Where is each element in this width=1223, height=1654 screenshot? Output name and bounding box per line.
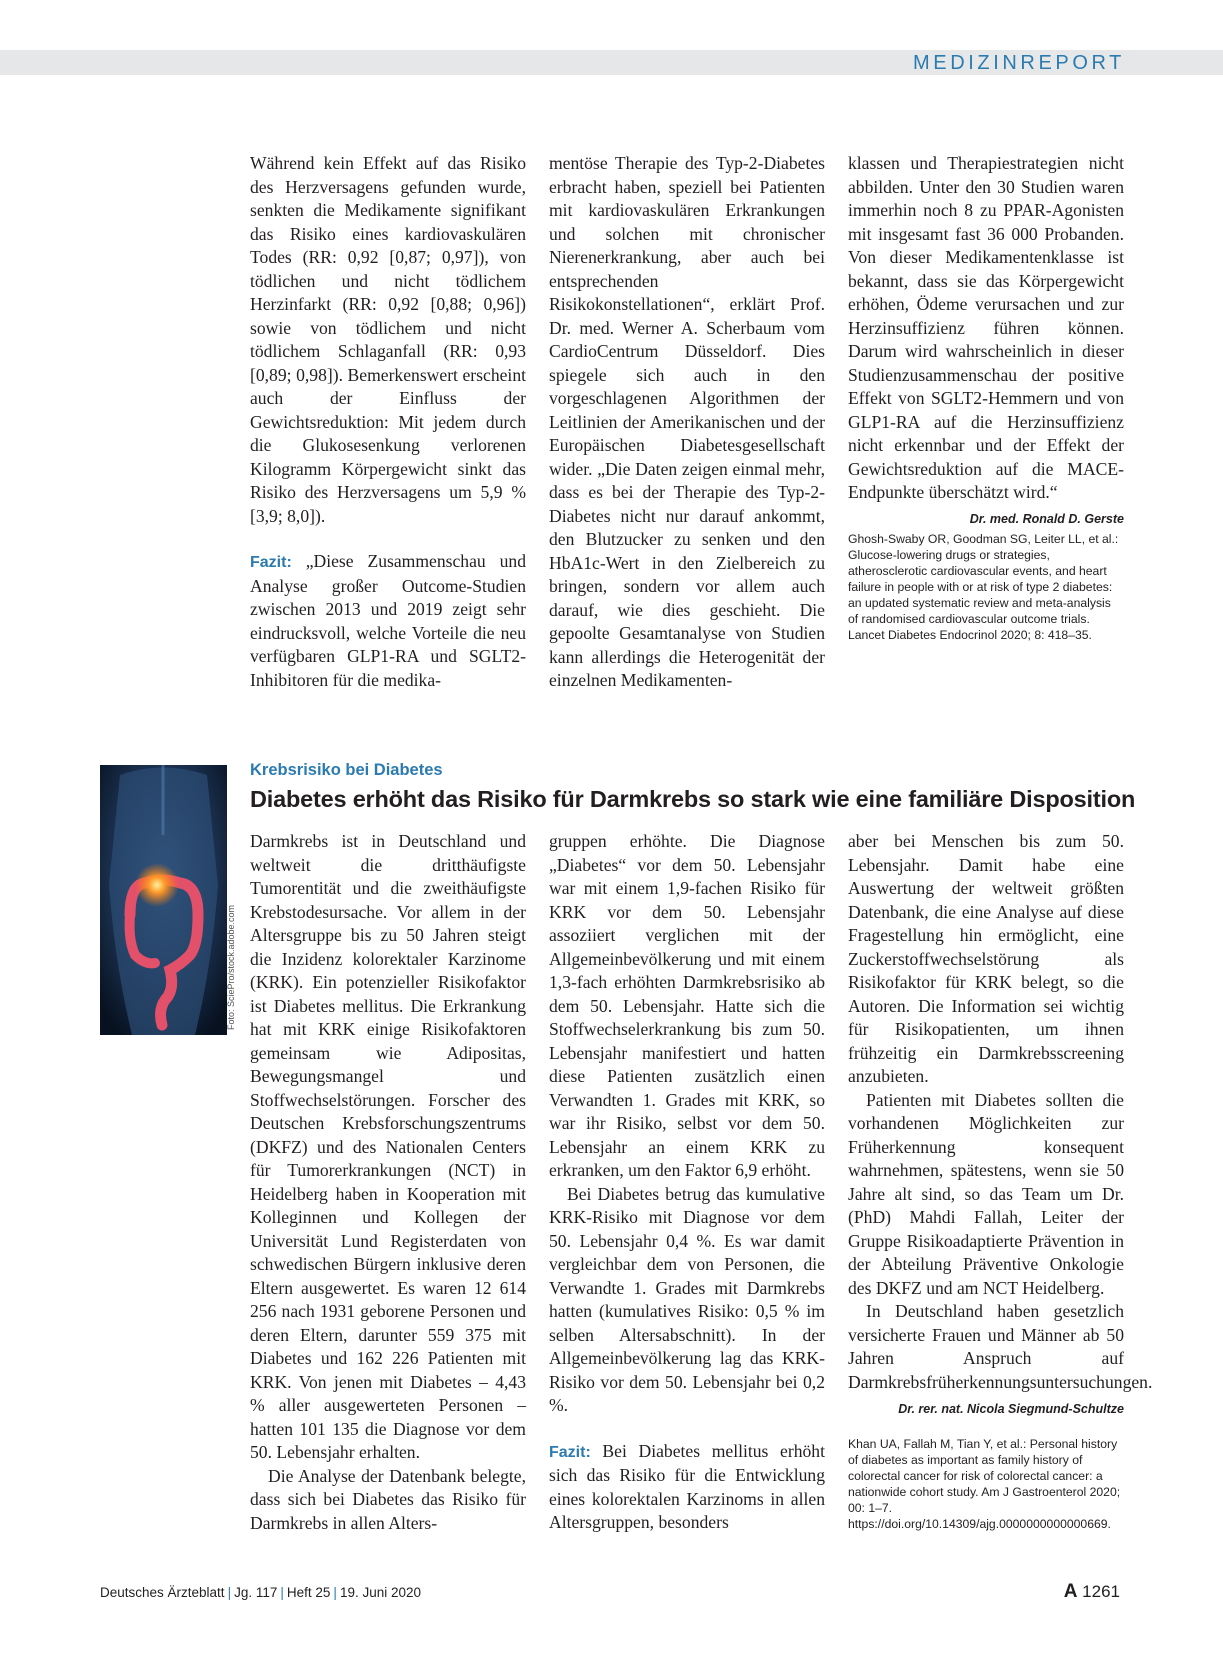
author-byline: Dr. med. Ronald D. Gerste <box>969 511 1124 526</box>
fazit-paragraph <box>250 550 526 692</box>
paragraph: mentöse Therapie des Typ-2-Diabetes erbracht haben, speziell bei Patienten mit kardiovaskulären Erkrankungen und solchen mit chronischer Nierenerkrankung, aber auch bei entsprechenden Risikokonstellationen“, erklärt Prof. Dr. med. Werner A. Scherbaum vom CardioCentrum Düsseldorf. Dies spiegele sich auch in den vorgeschlagenen Algorithmen der Leitlinien der Amerikanischen und der Europäischen Diabetesgesellschaft wider. „Die Daten zeigen einmal mehr, dass es bei der Therapie des Typ-2-Diabetes nicht nur darauf ankommt, den Blutzucker zu senken und den HbA1c-Wert in den Zielbereich zu bringen, sondern vor allem auch darauf, wie dies geschieht. Die gepoolte Gesamtanalyse von Studien kann allerdings die Heterogenität der einzelnen Medikamenten- <box>549 153 825 690</box>
paragraph: Während kein Effekt auf das Risiko des Herzversagens gefunden wurde, senkten die Medikamente signifikant das Risiko eines kardiovaskulären Todes (RR: 0,92 [0,87; 0,97]), von tödlichen und nicht tödlichem Herzinfarkt (RR: 0,92 [0,88; 0,96]) sowie von tödlichem und nicht tödlichem Schlaganfall (RR: 0,93 [0,89; 0,98]). Bemerkenswert erscheint auch der Einfluss der Gewichtsreduktion: Mit jedem durch die Glukosesenkung verlorenen Kilogramm Körpergewicht sinkt das Risiko des Herzversagens um 5,9 % [3,9; 8,0]). <box>250 153 526 526</box>
fazit-label: Fazit: <box>549 1443 591 1461</box>
article-headline: Diabetes erhöht das Risiko für Darmkrebs so stark wie eine familiäre Disposition <box>250 786 1136 812</box>
article2-column-2 <box>549 830 825 1535</box>
journal-name: Deutsches Ärzteblatt <box>100 1585 225 1600</box>
paragraph <box>848 152 1124 526</box>
page-number-value: 1261 <box>1082 1582 1120 1601</box>
article-kicker: Krebsrisiko bei Diabetes <box>250 761 443 779</box>
author-byline: Dr. rer. nat. Nicola Siegmund-Schultze <box>898 1402 1124 1416</box>
article1-column-2 <box>549 152 825 693</box>
fazit-text: „Diese Zusammenschau und Analyse großer Outcome-Studien zwischen 2013 und 2019 zeigt sehr eindrucksvoll, welche Vorteile die neu verfügbaren GLP1-RA und SGLT2-Inhibitoren für die medika- <box>250 551 526 690</box>
paragraph: Bei Diabetes betrug das kumulative KRK-Risiko mit Diagnose vor dem 50. Lebensjahr 0,4 %. Es war damit vergleichbar dem von Personen, die Verwandte 1. Grades mit Darmkrebs hatten (kumulatives Risiko: 0,5 % im selben Altersabschnitt). In der Allgemeinbevölkerung lag das KRK-Risiko vor dem 50. Lebensjahr bei 0,2 %. <box>549 1183 825 1415</box>
page-prefix: A <box>1063 1581 1078 1602</box>
article1-column-3 <box>848 152 1124 643</box>
date: 19. Juni 2020 <box>339 1585 422 1600</box>
paragraph: aber bei Menschen bis zum 50. Lebensjahr. Damit habe eine Auswertung der weltweit größten Datenbank, die eine Analyse auf diese Fragestellung hin ermöglicht, eine Zuckerstoffwechselstörung als Risikofaktor für KRK belegt, so die Autoren. Die Information sei wichtig für Risikopatienten, um ihnen frühzeitig ein Darmkrebsscreening anzubieten. <box>848 831 1124 1086</box>
fazit-label: Fazit: <box>250 554 292 571</box>
fazit-text: Bei Diabetes mellitus erhöht sich das Risiko für die Entwicklung eines kolorektalen Karzinoms in allen Altersgruppen, besonders <box>549 1440 825 1532</box>
section-label: MEDIZINREPORT <box>913 52 1125 74</box>
colon-illustration-image <box>100 765 227 1035</box>
fazit-paragraph <box>549 1440 825 1535</box>
footer-citation: Deutsches Ärzteblatt | Jg. 117 | Heft 25 | 19. Juni 2020 <box>100 1585 422 1600</box>
issue: Heft 25 <box>286 1585 331 1600</box>
page-number <box>1064 1581 1120 1603</box>
volume: Jg. 117 <box>234 1585 278 1600</box>
paragraph: In Deutschland haben gesetzlich versicherte Frauen und Männer ab 50 Jahren Anspruch auf Darmkrebsfrüherkennungsuntersuchungen. <box>848 1301 1153 1392</box>
article2-column-3 <box>848 830 1153 1532</box>
paragraph: Patienten mit Diabetes sollten die vorhandenen Möglichkeiten zur Früherkennung konsequent wahrnehmen, spätestens, wenn sie 50 Jahre alt sind, so das Team um Dr. (PhD) Mahdi Fallah, Leiter der Gruppe Risikoadaptierte Prävention in der Abteilung Präventive Onkologie des DKFZ und am NCT Heidelberg. <box>848 1089 1124 1298</box>
paragraph: gruppen erhöhte. Die Diagnose „Diabetes“ vor dem 50. Lebensjahr war mit einem 1,9-fachen Risiko für KRK vor dem 50. Lebensjahr assoziiert verglichen mit der Allgemeinbevölkerung und mit einem 1,3-fach erhöhten Darmkrebsrisiko ab dem 50. Lebensjahr. Hatte sich die Stoffwechselerkrankung bis zum 50. Lebensjahr manifestiert und hatten diese Patienten zusätzlich einen Verwandten 1. Grades mit KRK, so war ihr Risiko, selbst vor dem 50. Lebensjahr an einem KRK zu erkranken, um den Faktor 6,9 erhöht. <box>549 831 825 1180</box>
article2-column-1 <box>250 830 526 1535</box>
reference: Khan UA, Fallah M, Tian Y, et al.: Personal history of diabetes as important as family history of colorectal cancer for risk of colorectal cancer: a nationwide cohort study. Am J Gastroenterol 2020; 00: 1–7. https://doi.org/10.14309/ajg.0000000000000669. <box>848 1436 1121 1531</box>
paragraph: Darmkrebs ist in Deutschland und weltweit die dritthäufigste Tumorentität und die zweithäufigste Krebstodesursache. Vor allem in der Altersgruppe bis zu 50 Jahren steigt die Inzidenz kolorektaler Karzinome (KRK). Ein potenzieller Risikofaktor ist Diabetes mellitus. Die Erkrankung hat mit KRK einige Risikofaktoren gemeinsam wie Adipositas, Bewegungsmangel und Stoffwechselstörungen. Forscher des Deutschen Krebsforschungszentrums (DKFZ) und des Nationalen Centers für Tumorerkrankungen (NCT) in Heidelberg haben in Kooperation mit Kolleginnen und Kollegen der Universität Lund Registerdaten von schwedischen Bürgern inklusive deren Eltern ausgewertet. Es waren 12 614 256 nach 1931 geborene Personen und deren Eltern, darunter 559 375 mit Diabetes und 162 226 Patienten mit KRK. Von jenen mit Diabetes – 4,43 % aller ausgewerteten Personen – hatten 101 135 die Diagnose vor dem 50. Lebensjahr erhalten. <box>250 831 526 1462</box>
paragraph-text: klassen und Therapiestrategien nicht abbilden. Unter den 30 Studien waren immerhin noch 8 zu PPAR-Agonisten mit insgesamt fast 36 000 Probanden. Von dieser Medikamentenklasse ist bekannt, dass sie das Körpergewicht erhöhen, Ödeme verursachen und zur Herzinsuffizienz führen können. Darum wird wahrscheinlich in dieser Studienzusammenschau der positive Effekt von SGLT2-Hemmern und von GLP1-RA auf die Herzinsuffizienz nicht erkennbar und der Effekt der Gewichtsreduktion auf die MACE-Endpunkte überschätzt wird.“ <box>848 153 1124 502</box>
photo-credit: Foto: SciePro/stock.adobe.com <box>226 904 236 1030</box>
paragraph: Die Analyse der Datenbank belegte, dass sich bei Diabetes das Risiko für Darmkrebs in allen Alters- <box>250 1465 526 1533</box>
reference: Ghosh-Swaby OR, Goodman SG, Leiter LL, et al.: Glucose-lowering drugs or strategies, atherosclerotic cardiovascular events, and heart failure in people with or at risk of type 2 diabetes: an updated systematic review and meta-analysis of randomised cardiovascular outcome trials. Lancet Diabetes Endocrinol 2020; 8: 418–35. <box>848 532 1119 642</box>
article1-column-1 <box>250 152 526 692</box>
